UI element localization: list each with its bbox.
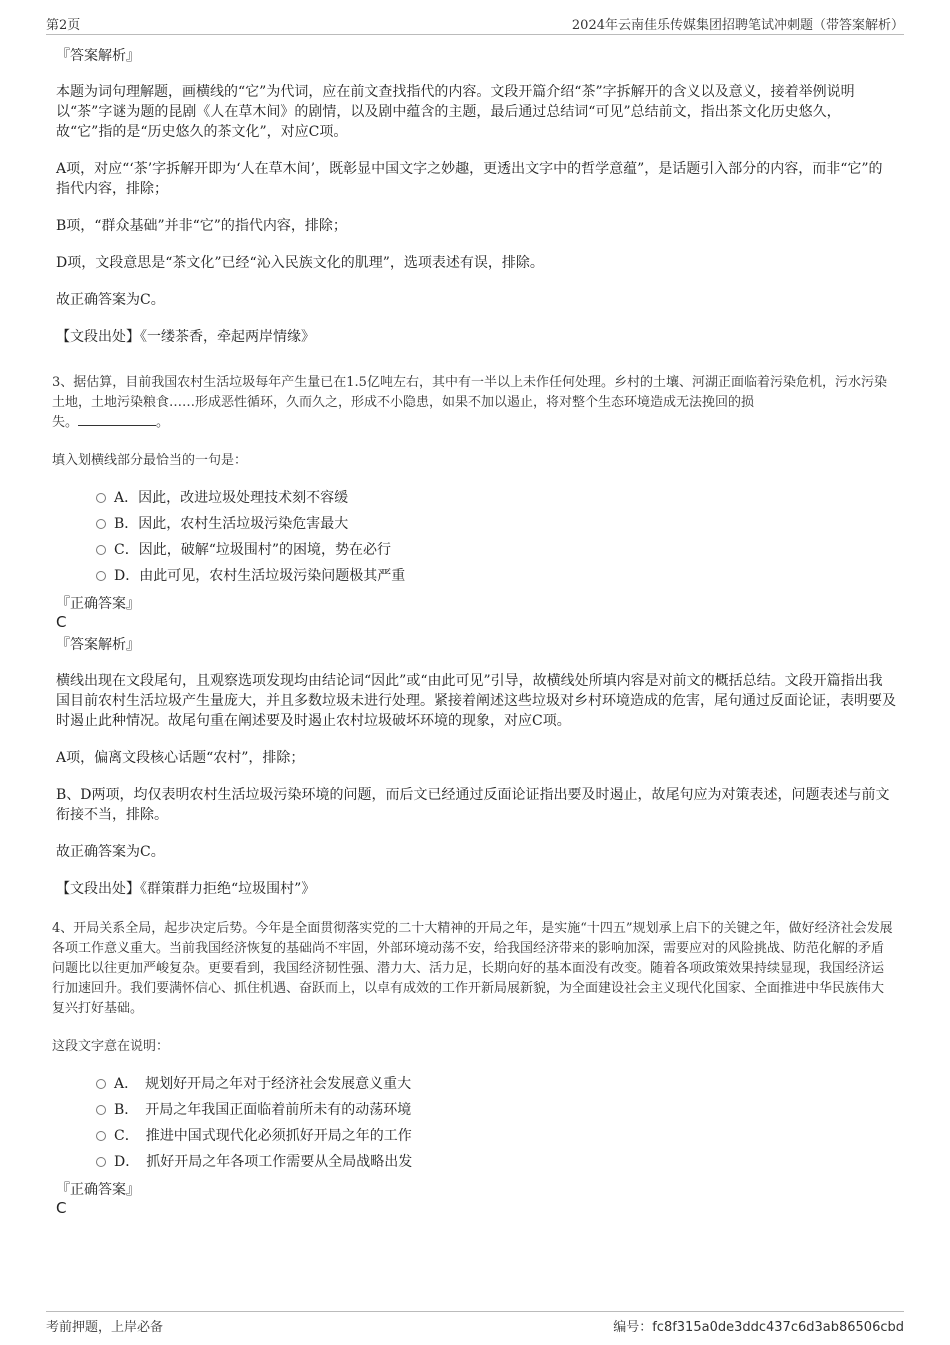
option-b[interactable]: B． 开局之年我国正面临着前所未有的动荡环境 [96,1097,896,1123]
analysis-paragraph: 横线出现在文段尾句，且观察选项发现均由结论词“因此”或“由此可见”引导，故横线处所填内容是对前文的概括总结。文段开篇指出我国目前农村生活垃圾产生量庞大，并且多数垃圾未进行处理。紧接着阐述这些垃圾对乡村环境造成的危害，尾句通过反面论证，表明要及时遏止此种情况。故尾句重在阐述要及时遏止农村垃圾破坏环境的现象，对应C项。 [56,673,896,729]
analysis-paragraph: D项，文段意思是“茶文化”已经“沁入民族文化的肌理”，选项表述有误，排除。 [56,255,544,271]
document-id: 编号：fc8f315a0de3ddc437c6d3ab86506cbd [613,1320,904,1335]
option-a[interactable]: A． 规划好开局之年对于经济社会发展意义重大 [96,1071,896,1097]
analysis-heading: 『答案解析』 [56,48,140,64]
fill-in-blank [78,413,156,426]
radio-icon[interactable] [96,1105,106,1115]
document-title: 2024年云南佳乐传媒集团招聘笔试冲刺题（带答案解析） [571,18,904,33]
analysis-paragraph: 故正确答案为C。 [56,292,165,308]
question-3 [52,373,896,899]
option-c[interactable]: C．因此，破解“垃圾围村”的困境，势在必行 [96,537,896,563]
question-stem: 4、开局关系全局，起步决定后势。今年是全面贯彻落实党的二十大精神的开局之年，是实施“十四五”规划承上启下的关键之年，做好经济社会发展各项工作意义重大。当前我国经济恢复的基础尚不牢固，外部环境动荡不安，给我国经济带来的影响加深，需要应对的风险挑战、防范化解的矛盾问题比以往更加严峻复杂。更要看到，我国经济韧性强、潜力大、活力足，长期向好的基本面没有改变。随着各项政策效果持续显现，我国经济运行加速回升。我们要满怀信心、抓住机遇、奋跃而上，以卓有成效的工作开新局展新貌，为全面建设社会主义现代化国家、全面推进中华民族伟大复兴打好基础。 [52,921,893,1016]
analysis-paragraph: B、D两项，均仅表明农村生活垃圾污染环境的问题，而后文已经通过反面论证指出要及时遏止，故尾句应为对策表述，问题表述与前文衔接不当，排除。 [56,787,890,823]
radio-icon[interactable] [96,1157,106,1167]
radio-icon[interactable] [96,493,106,503]
analysis-paragraph: A项，对应“‘茶’字拆解开即为‘人在草木间’，既彰显中国文字之妙趣，更透出文字中的哲学意蕴”，是话题引入部分的内容，而非“它”的指代内容，排除； [56,161,883,197]
question-stem: 3、据估算，目前我国农村生活垃圾每年产生量已在1.5亿吨左右，其中有一半以上未作任何处理。乡村的土壤、河湖正面临着污染危机，污水污染土地，土地污染粮食……形成恶性循环，久而久之，形成不小隐患，如果不加以遏止，将对整个生态环境造成无法挽回的损 失。 。 [52,375,887,430]
analysis-paragraph: B项，“群众基础”并非“它”的指代内容，排除； [56,218,347,234]
option-c[interactable]: C． 推进中国式现代化必须抓好开局之年的工作 [96,1123,896,1149]
page-content [52,44,896,1217]
page-header [46,14,904,35]
radio-icon[interactable] [96,519,106,529]
radio-icon[interactable] [96,1079,106,1089]
option-list [96,1071,896,1175]
correct-answer: C [56,613,67,631]
option-a[interactable]: A．因此，改进垃圾处理技术刻不容缓 [96,485,896,511]
option-d[interactable]: D．由此可见，农村生活垃圾污染问题极其严重 [96,563,896,589]
analysis-paragraph: A项，偏离文段核心话题“农村”，排除； [56,750,305,766]
page-number: 第2页 [46,18,81,33]
question-prompt: 这段文字意在说明： [52,1039,170,1054]
radio-icon[interactable] [96,545,106,555]
option-d[interactable]: D． 抓好开局之年各项工作需要从全局战略出发 [96,1149,896,1175]
analysis-paragraph: 故正确答案为C。 [56,844,165,860]
passage-source: 【文段出处】《群策群力拒绝“垃圾围村”》 [56,881,316,897]
correct-answer: C [56,1199,67,1217]
answer-heading: 『正确答案』 [56,596,140,612]
q2-analysis [56,46,896,347]
answer-heading: 『正确答案』 [56,1182,140,1198]
analysis-paragraph: 本题为词句理解题，画横线的“它”为代词，应在前文查找指代的内容。文段开篇介绍“茶”字拆解开的含义以及意义，接着举例说明以“茶”字谜为题的昆剧《人在草木间》的剧情，以及剧中蕴含的主题，最后通过总结词“可见”总结前文，指出茶文化历史悠久，故“它”指的是“历史悠久的茶文化”，对应C项。 [56,84,855,140]
question-prompt: 填入划横线部分最恰当的一句是： [52,453,248,468]
analysis-heading: 『答案解析』 [56,637,140,653]
radio-icon[interactable] [96,571,106,581]
question-4 [52,919,896,1217]
option-list [96,485,896,589]
passage-source: 【文段出处】《一缕茶香，牵起两岸情缘》 [56,329,315,345]
page-footer [46,1311,904,1336]
footer-slogan: 考前押题，上岸必备 [46,1320,164,1335]
option-b[interactable]: B．因此，农村生活垃圾污染危害最大 [96,511,896,537]
radio-icon[interactable] [96,1131,106,1141]
